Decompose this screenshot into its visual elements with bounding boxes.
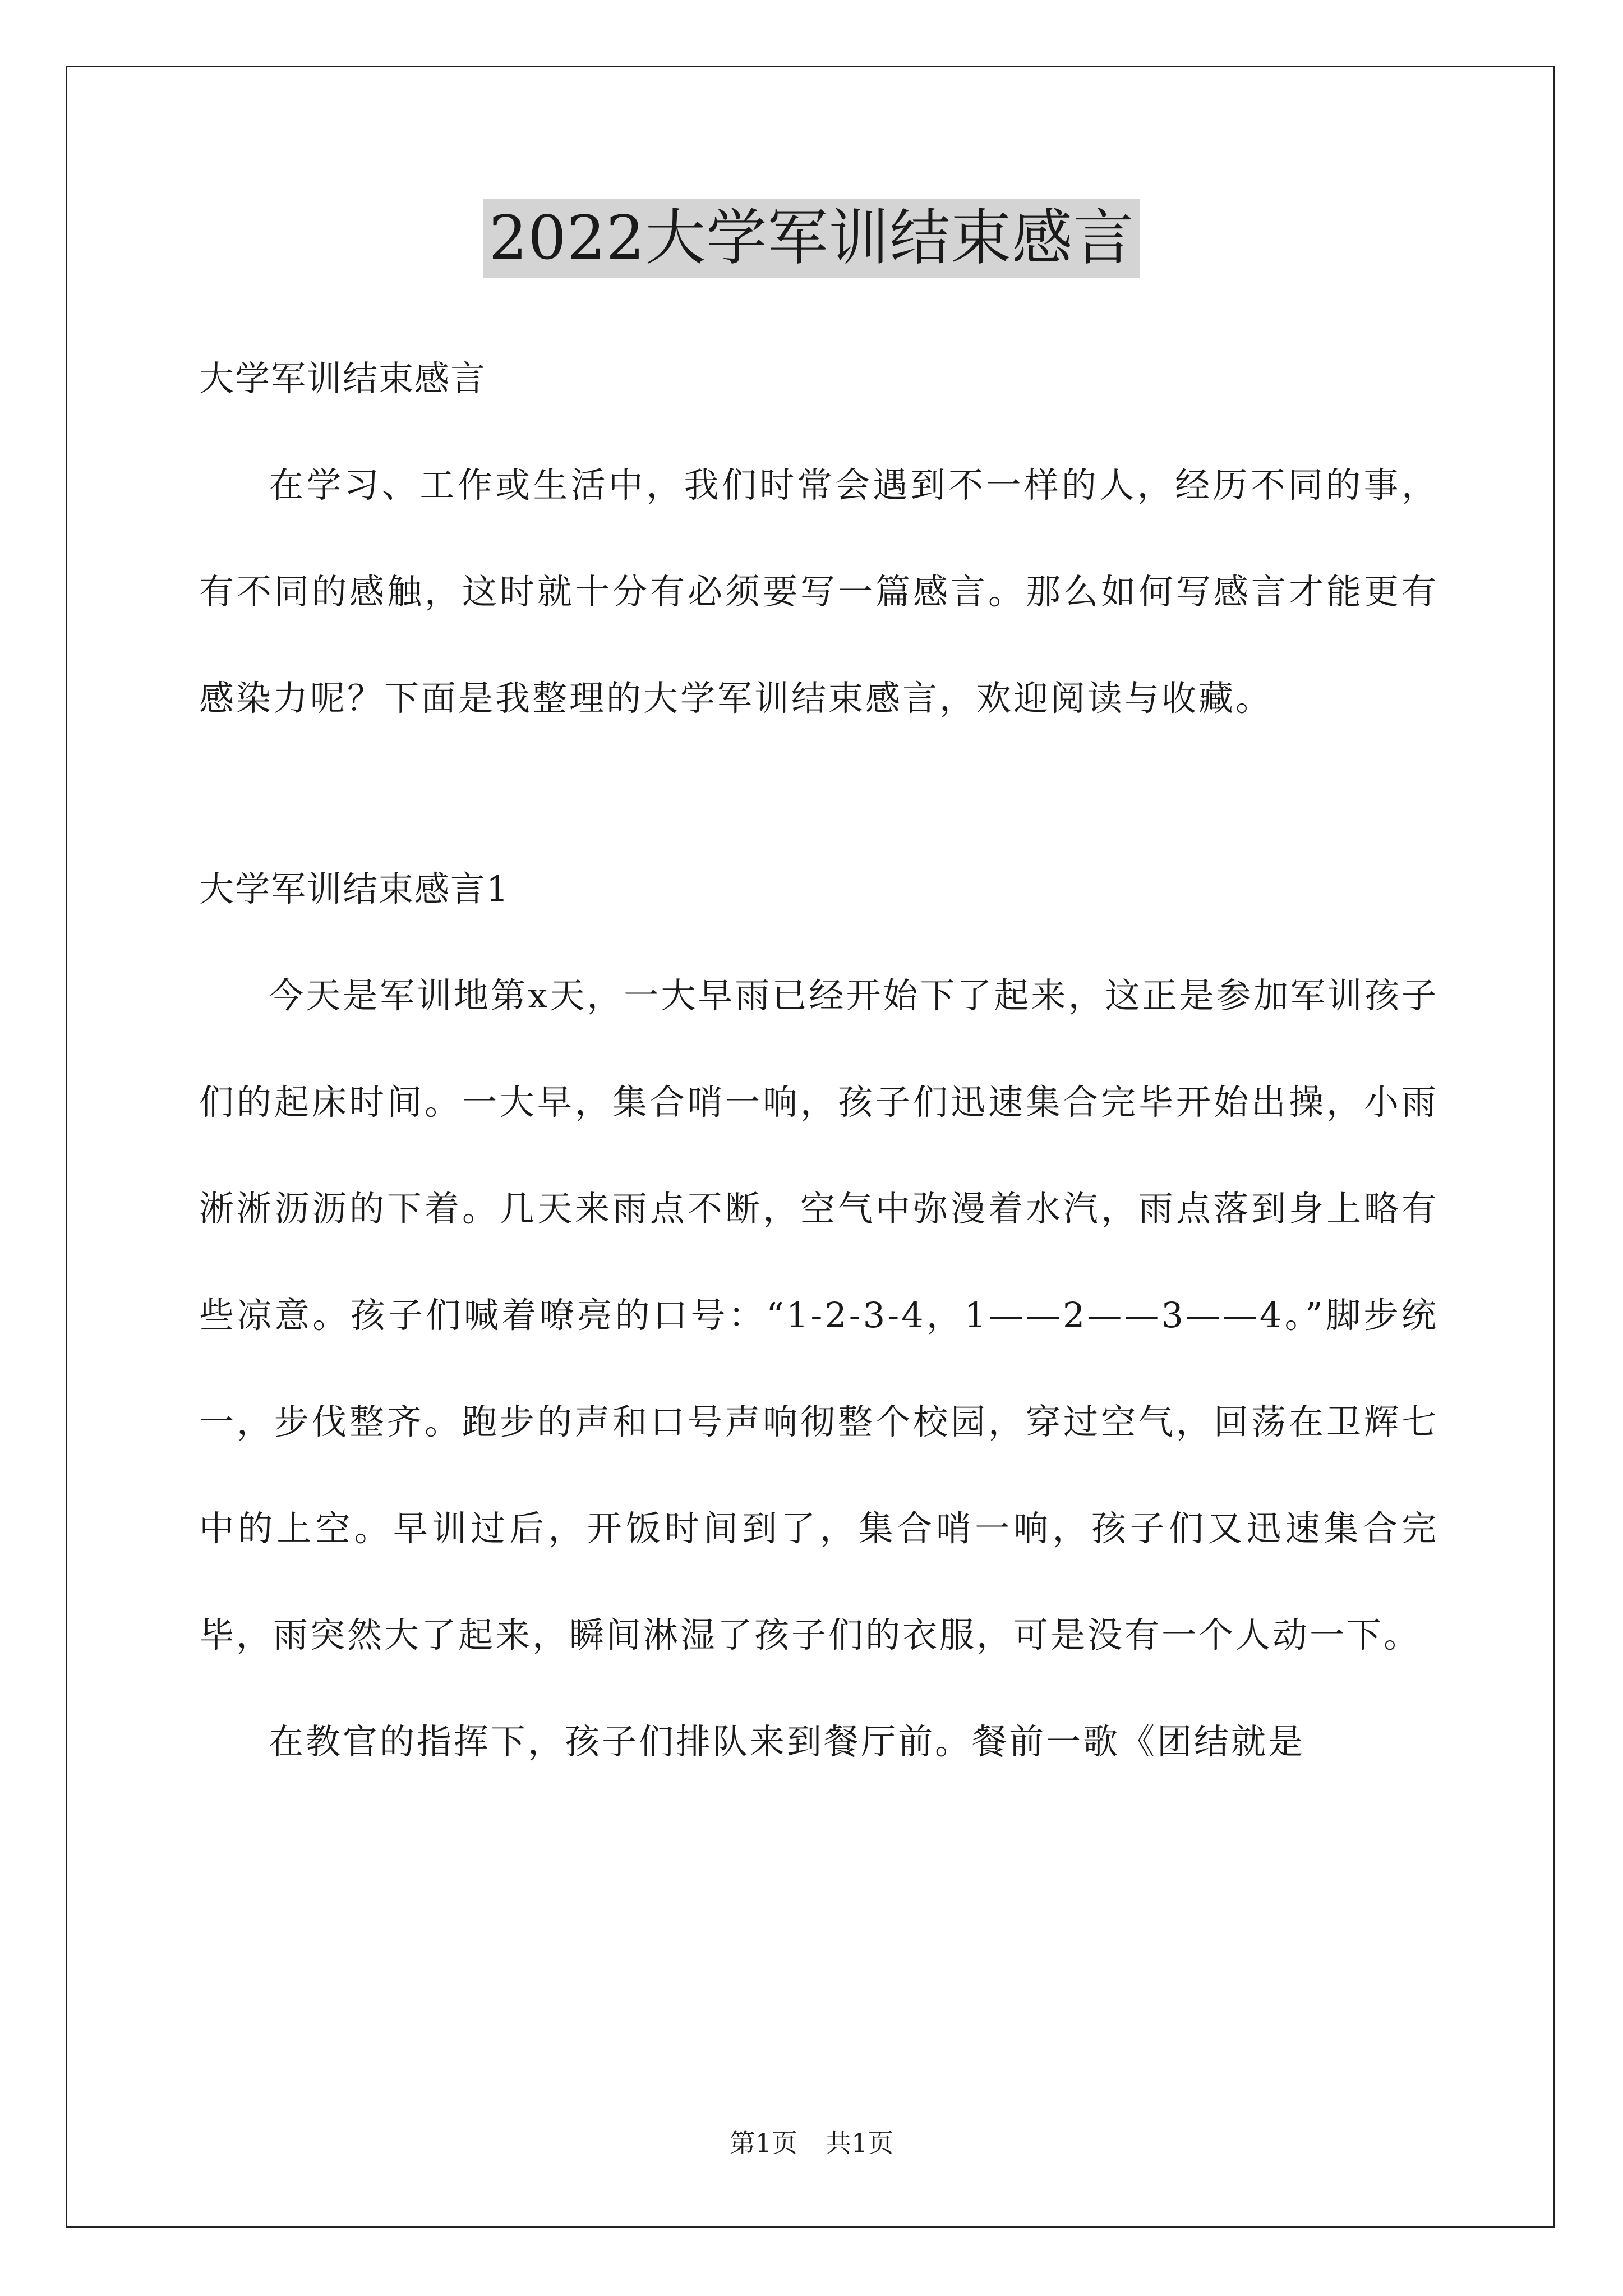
document-title: 2022大学军训结束感言: [483, 199, 1140, 278]
title-container: [0, 199, 1623, 278]
intro-heading: 大学军训结束感言: [199, 358, 487, 399]
page-number-current: 第1页: [729, 2128, 797, 2158]
section1-paragraph-1: 今天是军训地第x天，一大早雨已经开始下了起来，这正是参加军训孩子们的起床时间。一大早，集合哨一响，孩子们迅速集合完毕开始出操，小雨淅淅沥沥的下着。几天来雨点不断，空气中弥漫着水汽，雨点落到身上略有些凉意。孩子们喊着嘹亮的口号：“1-2-3-4，1——2——3——4。”脚步统一，步伐整齐。跑步的声和口号声响彻整个校园，穿过空气，回荡在卫辉七中的上空。早训过后，开饭时间到了，集合哨一响，孩子们又迅速集合完毕，雨突然大了起来，瞬间淋湿了孩子们的衣服，可是没有一个人动一下。: [199, 975, 1438, 1655]
intro-paragraph: 在学习、工作或生活中，我们时常会遇到不一样的人，经历不同的事，有不同的感触，这时就十分有必须要写一篇感言。那么如何写感言才能更有感染力呢？下面是我整理的大学军训结束感言，欢迎阅读与收藏。: [199, 464, 1438, 719]
section1-paragraph-2: 在教官的指挥下，孩子们排队来到餐厅前。餐前一歌《团结就是: [269, 1721, 1306, 1762]
page-number-total: 共1页: [826, 2128, 894, 2158]
section-spacer: [199, 752, 1438, 836]
page-footer: [0, 2126, 1623, 2160]
document-body: [199, 325, 1438, 1795]
section1-heading: 大学军训结束感言1: [199, 868, 510, 909]
